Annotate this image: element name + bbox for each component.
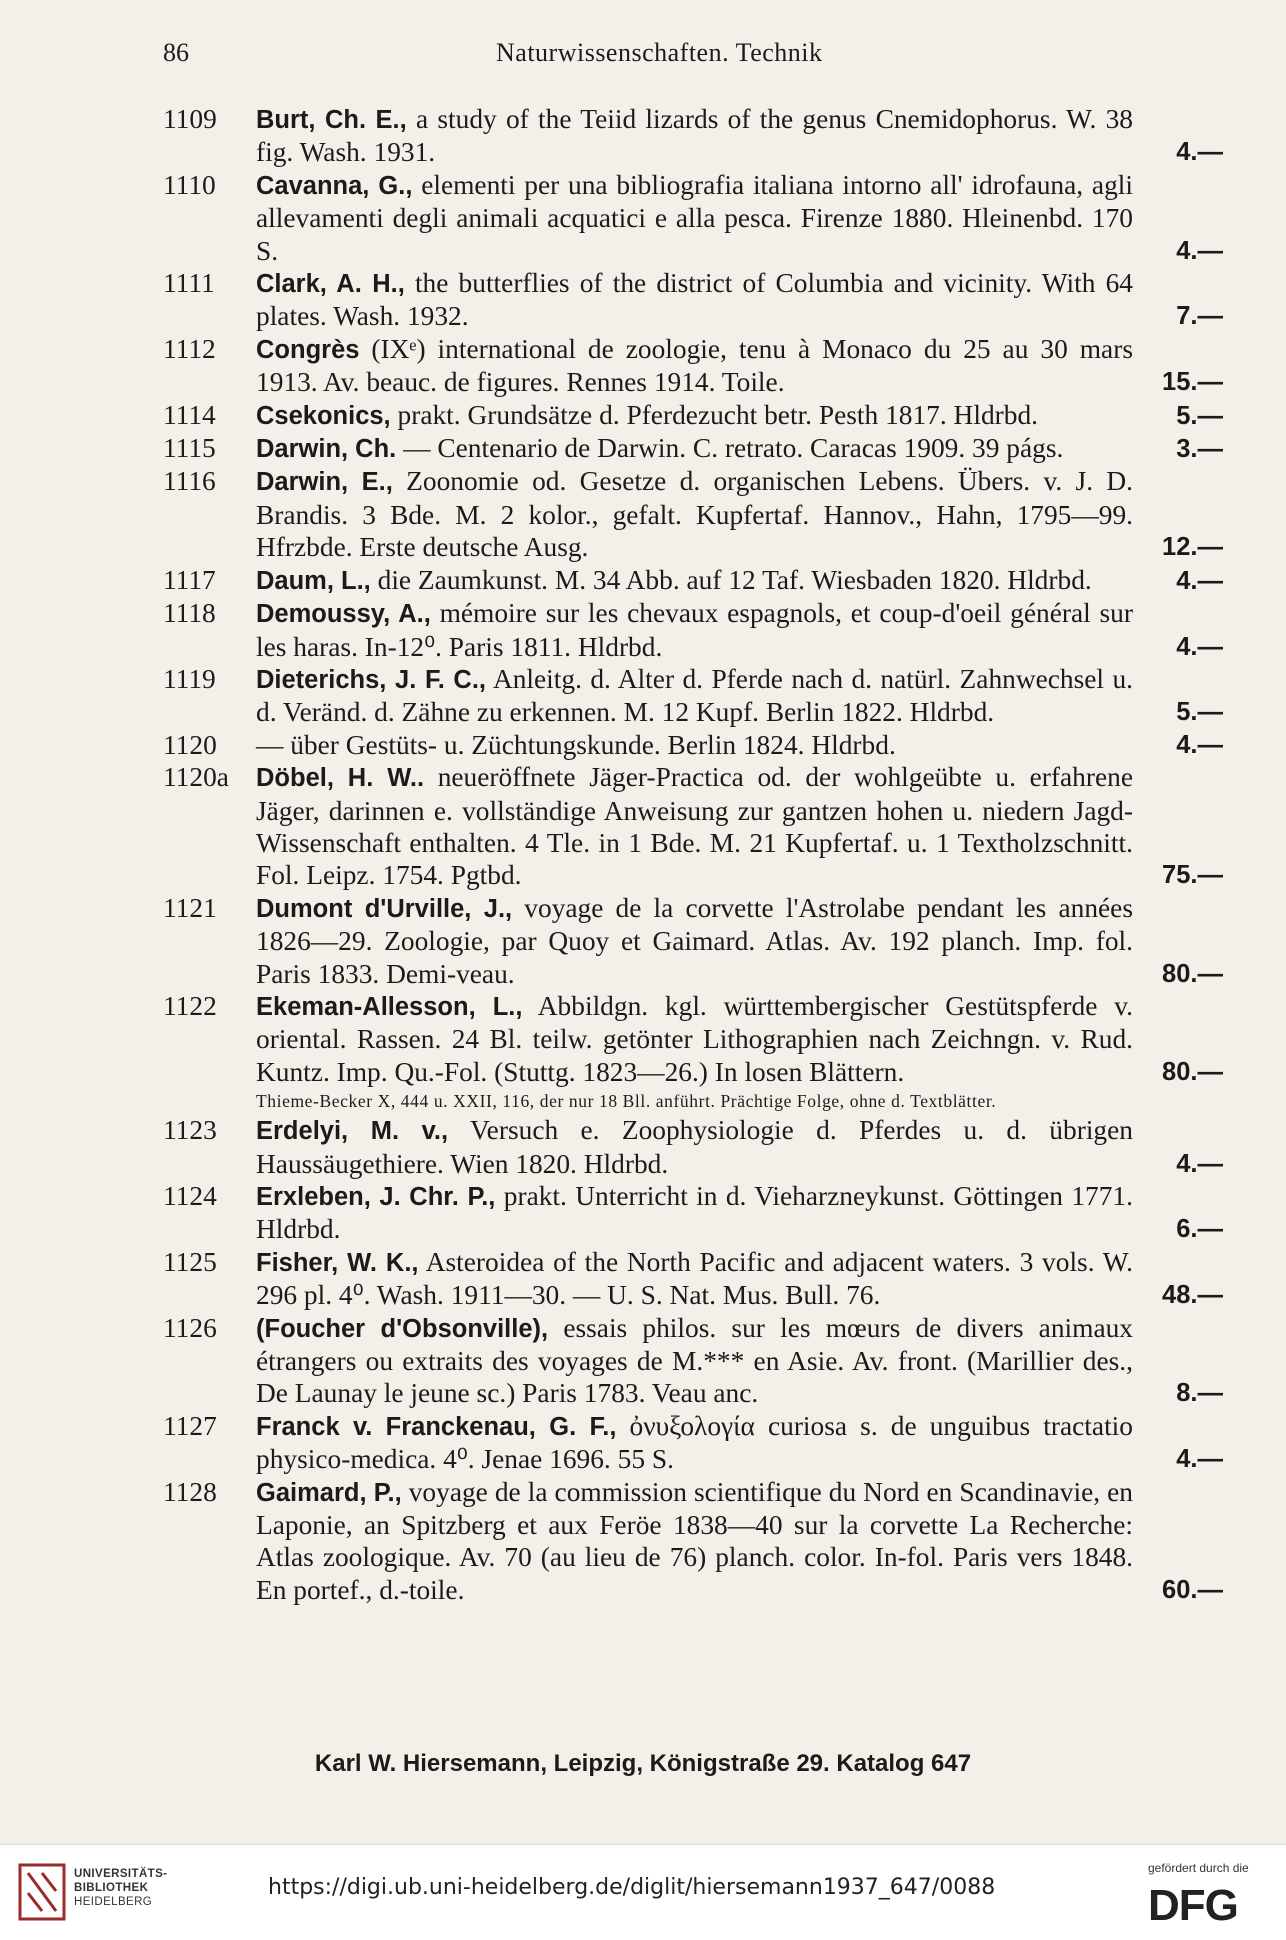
entry-author: Döbel, H. W.. xyxy=(256,764,425,793)
catalog-entry xyxy=(163,1180,1223,1246)
entry-description: neueröffnete Jäger-Practica od. der wohlgeübte u. erfahrene Jäger, darinnen e. vollständige Anweisung zur gantzen hohen u. niedern Jagd-Wissenschaft enthalten. 4 Tle. in 1 Bde. M. 21 Kupfertaf. u. 1 Textholzschnitt. Fol. Leipz. 1754. Pgtbd. xyxy=(256,762,1133,891)
entry-author: Cavanna, G., xyxy=(256,171,413,200)
entry-description: prakt. Unterricht in d. Vieharzneykunst. Göttingen 1771. Hldrbd. xyxy=(256,1181,1133,1245)
entry-body xyxy=(256,1246,1223,1312)
entry-body xyxy=(256,597,1223,663)
entry-price: 12.— xyxy=(1154,531,1223,563)
entry-number: 1121 xyxy=(163,892,217,923)
entry-body xyxy=(256,465,1223,563)
entry-body xyxy=(256,990,1223,1088)
entry-description: (IXᵉ) international de zoologie, tenu à Monaco du 25 au 30 mars 1913. Av. beauc. de figures. Rennes 1914. Toile. xyxy=(256,333,1133,398)
dfg-caption: gefördert durch die xyxy=(1148,1861,1249,1875)
catalog-entries xyxy=(163,103,1223,1606)
entry-description: Anleitg. d. Alter d. Pferde nach d. natürl. Zahnwechsel u. d. Veränd. d. Zähne zu erkennen. M. 12 Kupf. Berlin 1822. Hldrbd. xyxy=(256,663,1133,728)
entry-price: 7.— xyxy=(1168,300,1223,332)
entry-price: 8.— xyxy=(1168,1377,1223,1409)
permalink-url[interactable]: https://digi.ub.uni-heidelberg.de/diglit/hiersemann1937_647/0088 xyxy=(268,1875,996,1900)
entry-author: Csekonics, xyxy=(256,401,391,430)
entry-author: Darwin, E., xyxy=(256,468,393,497)
entry-price: 6.— xyxy=(1168,1213,1223,1245)
entry-body xyxy=(256,169,1223,267)
entry-number: 1110 xyxy=(163,169,216,200)
entry-description: elementi per una bibliografia italiana intorno all' idrofauna, agli allevamenti degli animali acquatici e alla pesca. Firenze 1880. Hleinenbd. 170 S. xyxy=(256,169,1133,266)
entry-number: 1127 xyxy=(163,1410,217,1441)
entry-description: voyage de la commission scientifique du Nord en Scandinavie, en Laponie, an Spitzberg et aux Feröe 1838—40 sur la corvette La Recherche: Atlas zoologique. Av. 70 (au lieu de 76) planch. color. In-fol. Paris vers 1848. En portef., d.-toile. xyxy=(256,1476,1133,1605)
library-name xyxy=(74,1867,167,1909)
entry-body xyxy=(256,663,1223,729)
entry-number: 1117 xyxy=(163,564,216,595)
university-library-logo-icon xyxy=(18,1863,66,1921)
entry-number: 1120a xyxy=(163,762,229,793)
catalog-entry xyxy=(163,892,1223,990)
entry-price: 4.— xyxy=(1168,1148,1223,1180)
entry-author: Daum, L., xyxy=(256,566,371,595)
entry-body xyxy=(256,564,1223,597)
catalog-entry xyxy=(163,103,1223,169)
dfg-logo: DFG xyxy=(1148,1881,1238,1930)
catalog-entry xyxy=(163,1410,1223,1476)
entry-price: 5.— xyxy=(1168,400,1223,432)
entry-description: prakt. Grundsätze d. Pferdezucht betr. Pesth 1817. Hldrbd. xyxy=(397,399,1038,430)
catalog-entry xyxy=(163,1312,1223,1410)
entry-number: 1120 xyxy=(163,729,217,760)
library-line-3: HEIDELBERG xyxy=(74,1896,153,1908)
entry-author: Dieterichs, J. F. C., xyxy=(256,665,487,694)
catalog-entry xyxy=(163,399,1223,432)
entry-description: Abbildgn. kgl. württembergischer Gestütspferde v. oriental. Rassen. 24 Bl. teilw. getönter Lithographien nach Zeichngn. v. Rud. Kuntz. Imp. Qu.-Fol. (Stuttg. 1823—26.) In losen Blättern. xyxy=(256,990,1133,1087)
entry-body xyxy=(256,103,1223,169)
entry-body xyxy=(256,761,1223,892)
entry-number: 1119 xyxy=(163,663,216,694)
entry-description: Versuch e. Zoophysiologie d. Pferdes u. d. übrigen Haussäugethiere. Wien 1820. Hldrbd. xyxy=(256,1115,1133,1179)
entry-author: Gaimard, P., xyxy=(256,1478,402,1507)
entry-description: the butterflies of the district of Columbia and vicinity. With 64 plates. Wash. 1932. xyxy=(256,268,1133,332)
catalog-entry xyxy=(163,333,1223,399)
entry-body xyxy=(256,1180,1223,1246)
catalog-entry xyxy=(163,597,1223,663)
entry-number: 1109 xyxy=(163,104,217,134)
entry-description: a study of the Teiid lizards of the genus Cnemidophorus. W. 38 fig. Wash. 1931. xyxy=(256,104,1133,168)
entry-body xyxy=(256,333,1223,399)
entry-price: 48.— xyxy=(1154,1279,1223,1311)
running-title: Naturwissenschaften. Technik xyxy=(496,38,823,67)
entry-author: Erdelyi, M. v., xyxy=(256,1117,449,1146)
entry-price: 4.— xyxy=(1168,565,1223,597)
entry-body xyxy=(256,267,1223,333)
entry-number: 1118 xyxy=(163,598,216,629)
entry-body xyxy=(256,1410,1223,1476)
entry-number: 1111 xyxy=(163,268,215,299)
entry-price: 75.— xyxy=(1154,859,1223,891)
catalog-entry xyxy=(163,729,1223,761)
entry-price: 4.— xyxy=(1168,1443,1223,1475)
entry-note: Thieme-Becker X, 444 u. XXII, 116, der nur 18 Bll. anführt. Prächtige Folge, ohne d. Textblätter. xyxy=(256,1091,997,1112)
entry-price: 3.— xyxy=(1168,433,1223,465)
entry-number: 1114 xyxy=(163,399,216,430)
catalog-entry xyxy=(163,169,1223,267)
entry-description: Asteroidea of the North Pacific and adjacent waters. 3 vols. W. 296 pl. 4⁰. Wash. 1911—30. — U. S. Nat. Mus. Bull. 76. xyxy=(256,1246,1133,1311)
entry-price: 4.— xyxy=(1168,136,1223,168)
catalog-entry xyxy=(163,432,1223,465)
entry-author: Darwin, Ch. xyxy=(256,435,397,464)
entry-author: Erxleben, J. Chr. P., xyxy=(256,1183,496,1211)
catalog-entry xyxy=(163,564,1223,597)
entry-body xyxy=(256,1114,1223,1180)
library-line-2: BIBLIOTHEK xyxy=(74,1882,149,1894)
entry-description: voyage de la corvette l'Astrolabe pendant les années 1826—29. Zoologie, par Quoy et Gaimard. Atlas. Av. 192 planch. Imp. fol. Paris 1833. Demi-veau. xyxy=(256,892,1133,989)
entry-description: mémoire sur les chevaux espagnols, et coup-d'oeil général sur les haras. In-12⁰. Paris 1811. Hldrbd. xyxy=(256,598,1133,662)
entry-description: ὀνυξολογία curiosa s. de unguibus tractatio physico-medica. 4⁰. Jenae 1696. 55 S. xyxy=(256,1410,1133,1475)
library-line-1: UNIVERSITÄTS- xyxy=(74,1868,168,1880)
entry-body xyxy=(256,399,1223,432)
catalog-entry xyxy=(163,1246,1223,1312)
catalog-entry xyxy=(163,465,1223,563)
entry-number: 1116 xyxy=(163,466,216,497)
entry-body xyxy=(256,892,1223,990)
viewer-footer-bar xyxy=(0,1844,1286,1940)
catalog-entry xyxy=(163,1476,1223,1607)
catalog-entry xyxy=(163,1114,1223,1180)
entry-number: 1126 xyxy=(163,1312,217,1343)
entry-price: 4.— xyxy=(1168,631,1223,663)
entry-description: essais philos. sur les mœurs de divers animaux étrangers ou extraits des voyages de M.*** en Asie. Av. front. (Marillier des., De Launay le jeune sc.) Paris 1783. Veau anc. xyxy=(256,1312,1133,1409)
entry-price: 15.— xyxy=(1154,366,1223,398)
entry-author: (Foucher d'Obsonville), xyxy=(256,1314,549,1343)
entry-body xyxy=(256,432,1223,465)
entry-number: 1125 xyxy=(163,1246,217,1277)
entry-description: — über Gestüts- u. Züchtungskunde. Berlin 1824. Hldrbd. xyxy=(256,729,896,760)
entry-author: Dumont d'Urville, J., xyxy=(256,894,513,923)
page-number: 86 xyxy=(163,38,189,67)
entry-body xyxy=(256,729,1223,761)
entry-description: Zoonomie od. Gesetze d. organischen Lebens. Übers. v. J. D. Brandis. 3 Bde. M. 2 kolor., gefalt. Kupfertaf. Hannov., Hahn, 1795—99. Hfrzbde. Erste deutsche Ausg. xyxy=(256,466,1134,563)
entry-number: 1124 xyxy=(163,1181,217,1211)
entry-author: Clark, A. H., xyxy=(256,270,405,299)
entry-price: 4.— xyxy=(1168,729,1223,761)
publisher-footer: Karl W. Hiersemann, Leipzig, Königstraße 29. Katalog 647 xyxy=(314,1750,972,1777)
catalog-entry xyxy=(163,267,1223,333)
entry-number: 1128 xyxy=(163,1476,217,1507)
entry-price: 5.— xyxy=(1168,696,1223,728)
entry-number: 1122 xyxy=(163,990,217,1021)
entry-description: die Zaumkunst. M. 34 Abb. auf 12 Taf. Wiesbaden 1820. Hldrbd. xyxy=(377,564,1092,595)
entry-number: 1112 xyxy=(163,333,216,364)
entry-price: 80.— xyxy=(1154,1056,1223,1088)
entry-price: 4.— xyxy=(1168,235,1223,267)
page-header xyxy=(0,38,1286,78)
entry-author: Ekeman-Allesson, L., xyxy=(256,992,523,1021)
entry-price: 80.— xyxy=(1154,958,1223,990)
entry-author: Burt, Ch. E., xyxy=(256,106,407,134)
entry-body xyxy=(256,1476,1223,1607)
entry-body xyxy=(256,1312,1223,1410)
catalog-entry xyxy=(163,663,1223,729)
entry-author: Congrès xyxy=(256,335,360,364)
entry-number: 1115 xyxy=(163,433,216,464)
entry-author: Franck v. Franckenau, G. F., xyxy=(256,1412,617,1441)
catalog-entry xyxy=(163,990,1223,1088)
entry-author: Fisher, W. K., xyxy=(256,1248,419,1277)
catalog-entry xyxy=(163,761,1223,892)
entry-author: Demoussy, A., xyxy=(256,600,431,629)
entry-price: 60.— xyxy=(1154,1574,1223,1606)
entry-description: — Centenario de Darwin. C. retrato. Caracas 1909. 39 págs. xyxy=(403,433,1064,464)
entry-number: 1123 xyxy=(163,1115,217,1146)
